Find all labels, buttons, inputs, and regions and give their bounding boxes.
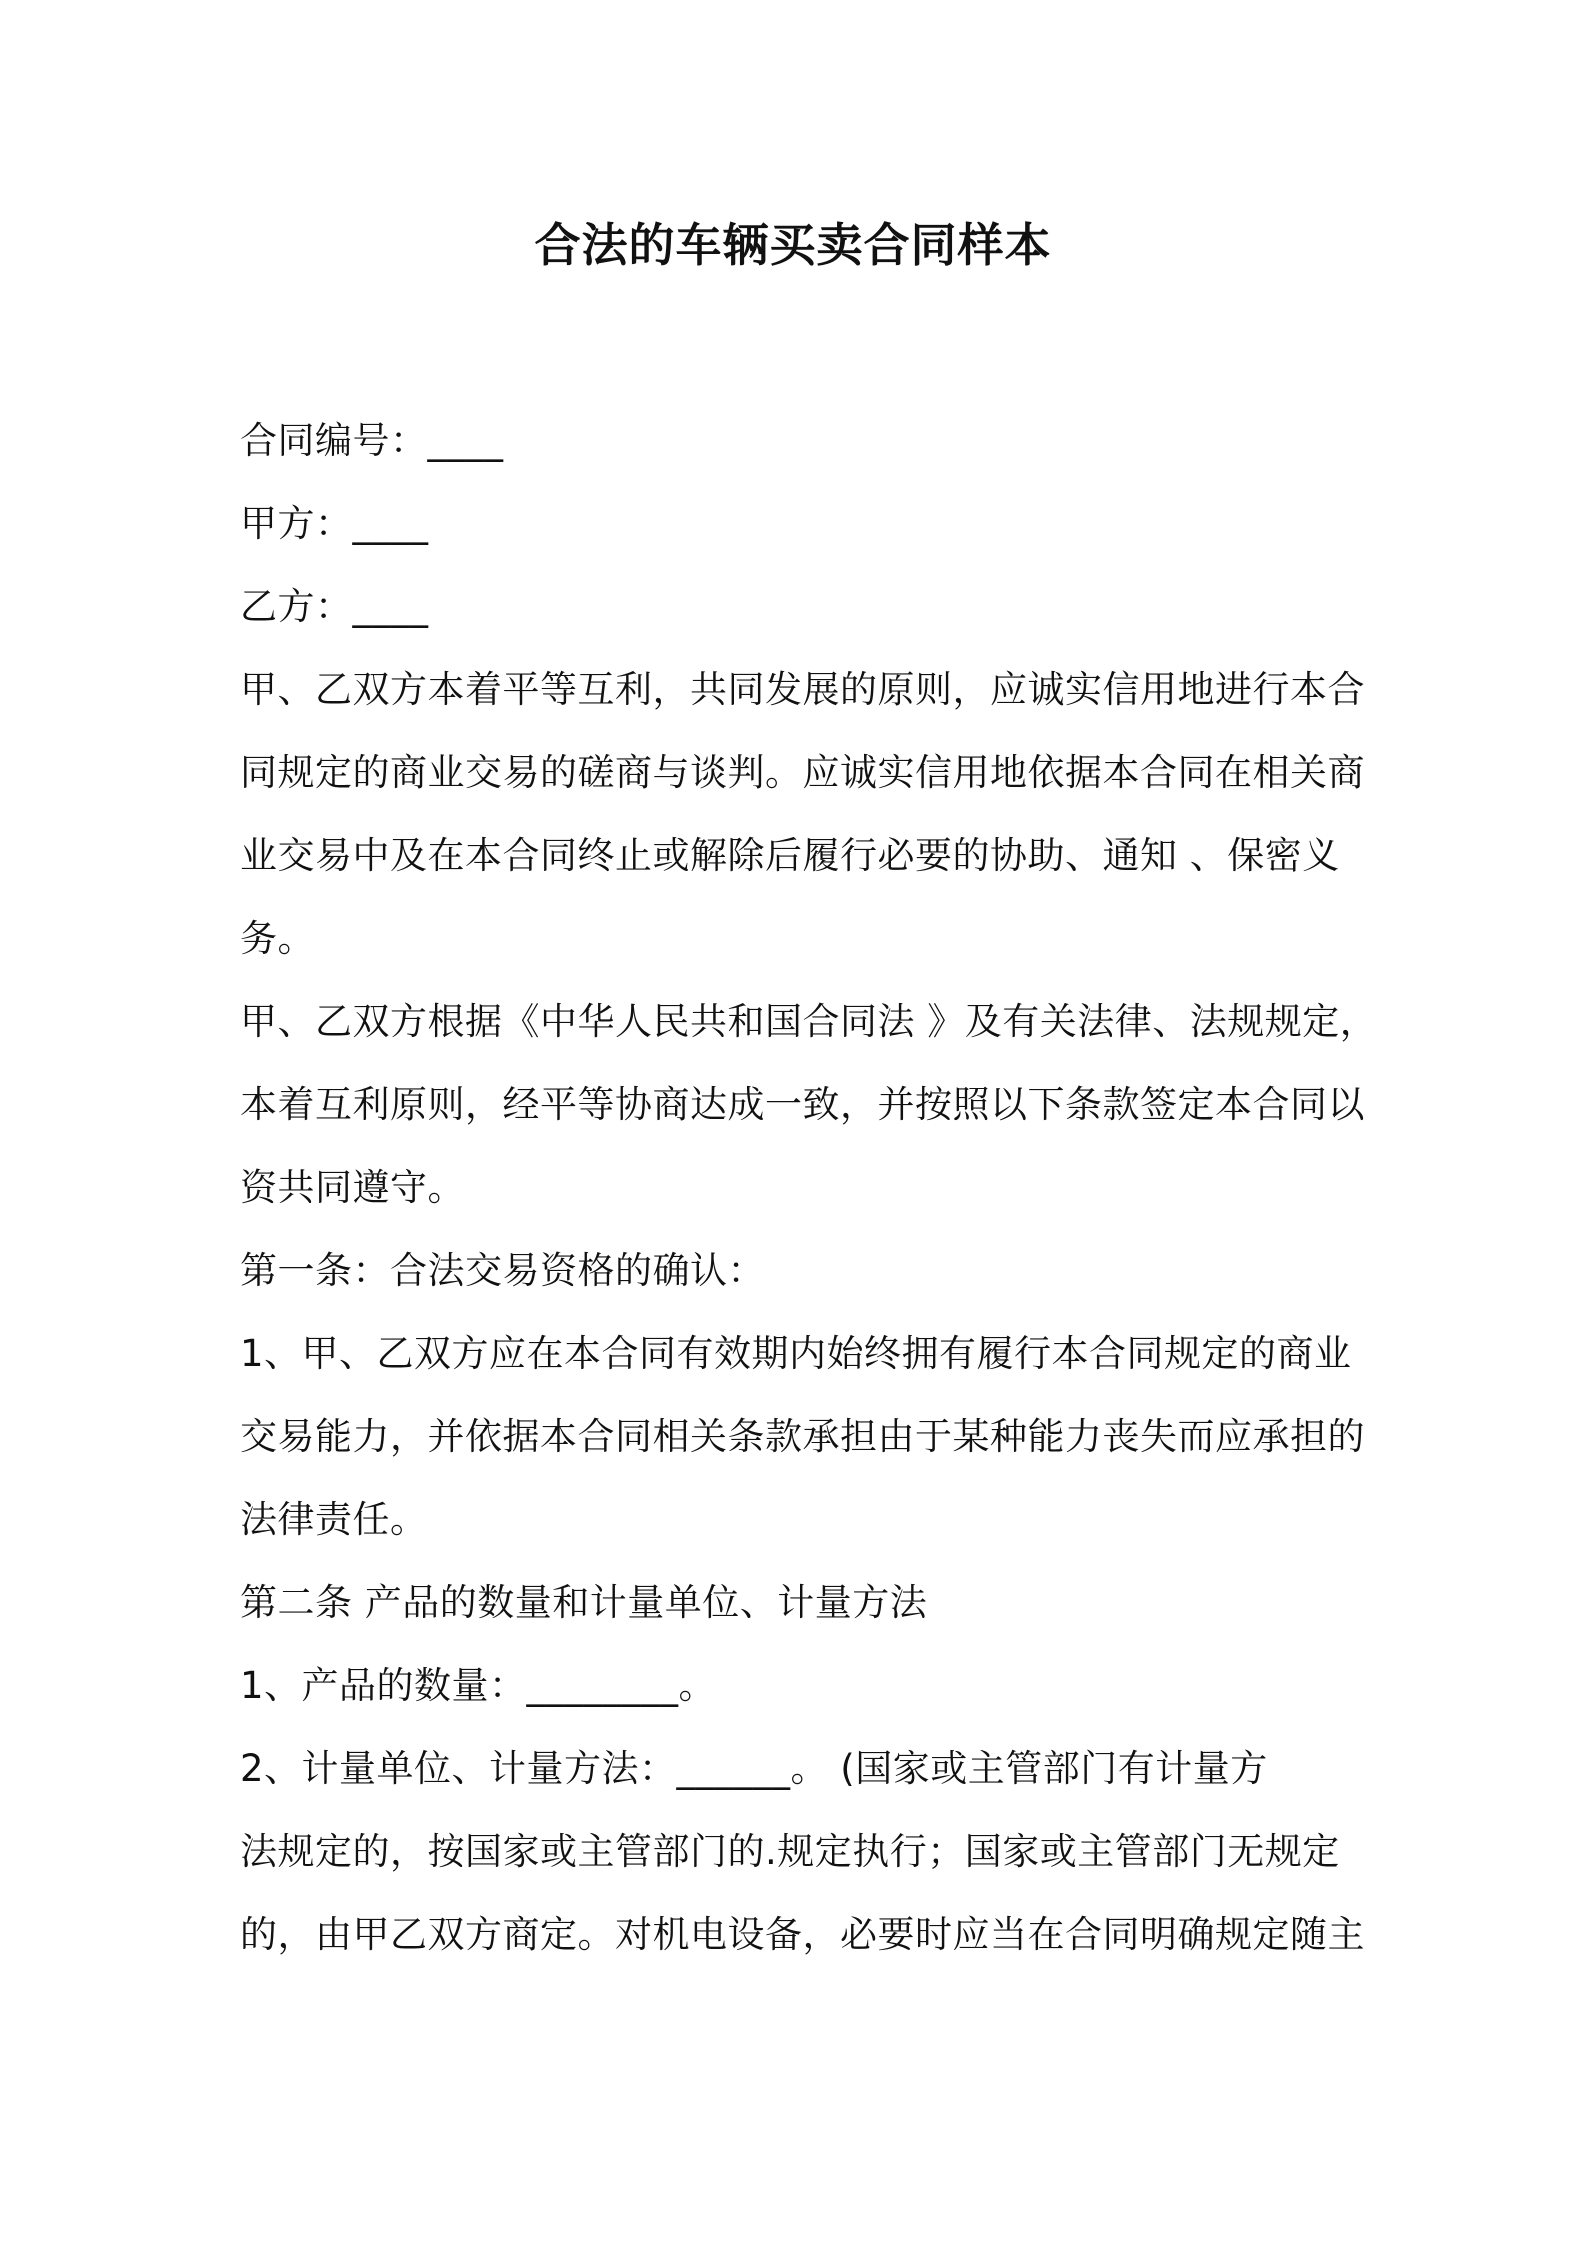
article-2-heading: 第二条 产品的数量和计量单位、计量方法	[240, 1581, 928, 1624]
paragraph-line: 的，由甲乙双方商定。对机电设备，必要时应当在合同明确规定随主	[240, 1913, 1365, 1956]
paragraph-line: 2、计量单位、计量方法：______。 (国家或主管部门有计量方	[240, 1747, 1268, 1790]
contract-number-line: 合同编号：____	[240, 419, 504, 462]
party-b-line: 乙方：____	[240, 585, 429, 628]
paragraph-line: 甲、乙双方根据《中华人民共和国合同法 》及有关法律、法规规定，	[240, 1000, 1378, 1043]
paragraph-line: 业交易中及在本合同终止或解除后履行必要的协助、通知 、保密义	[240, 834, 1340, 877]
paragraph-line: 本着互利原则，经平等协商达成一致，并按照以下条款签定本合同以	[240, 1083, 1365, 1126]
document-body	[240, 399, 1378, 1976]
paragraph-line: 法律责任。	[240, 1498, 428, 1541]
paragraph-line: 资共同遵守。	[240, 1166, 465, 1209]
paragraph-line: 同规定的商业交易的磋商与谈判。应诚实信用地依据本合同在相关商	[240, 751, 1365, 794]
paragraph-line: 务。	[240, 917, 315, 960]
paragraph-line: 1、产品的数量：________。	[240, 1664, 717, 1707]
paragraph-line: 1、甲、乙双方应在本合同有效期内始终拥有履行本合同规定的商业	[240, 1332, 1352, 1375]
party-a-line: 甲方：____	[240, 502, 429, 545]
paragraph-line: 法规定的，按国家或主管部门的.规定执行；国家或主管部门无规定	[240, 1830, 1340, 1873]
article-1-heading: 第一条：合法交易资格的确认：	[240, 1249, 765, 1292]
paragraph-line: 甲、乙双方本着平等互利，共同发展的原则，应诚实信用地进行本合	[240, 668, 1365, 711]
document-title: 合法的车辆买卖合同样本	[534, 218, 1052, 272]
paragraph-line: 交易能力，并依据本合同相关条款承担由于某种能力丧失而应承担的	[240, 1415, 1365, 1458]
